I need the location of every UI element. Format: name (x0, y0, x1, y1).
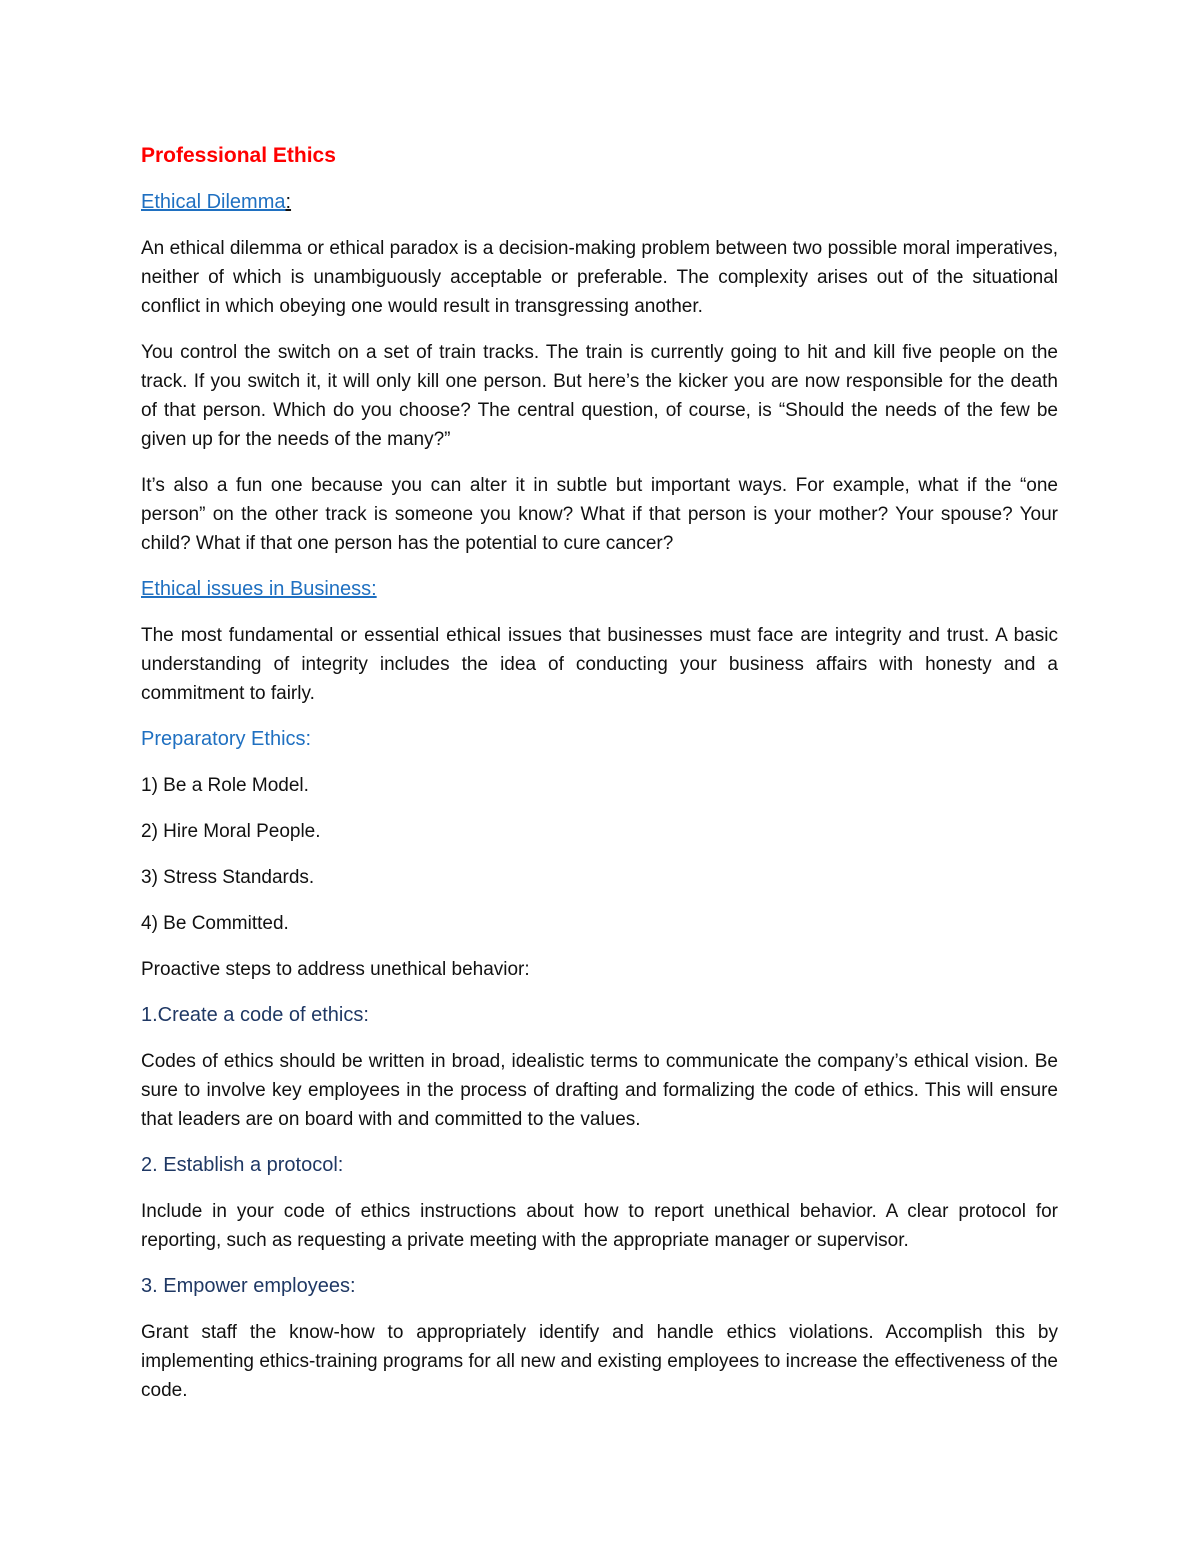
paragraph-empower-body: Grant staff the know-how to appropriately identify and handle ethics violations. Accomplish this by implementing ethics-training programs for all new and existing employees to increase the effectiveness of the code. (141, 1322, 1058, 1401)
list-item-stress-standards: 3) Stress Standards. (141, 867, 315, 888)
paragraph-trolley-variations: It’s also a fun one because you can alter it in subtle but important ways. For example, what if the “one person” on the other track is someone you know? What if that person is your mother? Your spouse? Your child? What if that one person has the potential to cure cancer? (141, 475, 1058, 554)
heading-ethical-dilemma-colon: : (285, 191, 292, 213)
paragraph-trolley-problem: You control the switch on a set of train tracks. The train is currently going to hit and kill five people on the track. If you switch it, it will only kill one person. But here’s the kicker you are now responsible for the death of that person. Which do you choose? The central question, of course, is “Should the needs of the few be given up for the needs of the many?” (141, 342, 1058, 450)
paragraph-protocol-body: Include in your code of ethics instructions about how to report unethical behavior. A clear protocol for reporting, such as requesting a private meeting with the appropriate manager or supervisor. (141, 1201, 1058, 1251)
heading-ethical-dilemma-text: Ethical Dilemma (141, 191, 286, 213)
heading-ethical-issues-text: Ethical issues in Business: (141, 578, 377, 600)
heading-establish-protocol: 2. Establish a protocol: (141, 1154, 344, 1176)
list-item-role-model: 1) Be a Role Model. (141, 775, 309, 796)
paragraph-code-body: Codes of ethics should be written in broad, idealistic terms to communicate the company’s ethical vision. Be sure to involve key employees in the process of drafting and formalizing the code of ethics. This will ensure that leaders are on board with and committed to the values. (141, 1051, 1058, 1130)
list-item-be-committed: 4) Be Committed. (141, 913, 289, 934)
paragraph-proactive-steps: Proactive steps to address unethical behavior: (141, 959, 530, 980)
heading-ethical-issues (141, 575, 1058, 604)
heading-ethical-dilemma (141, 188, 1058, 217)
heading-preparatory-ethics: Preparatory Ethics: (141, 728, 312, 750)
page-title: Professional Ethics (141, 144, 336, 167)
paragraph-dilemma-definition: An ethical dilemma or ethical paradox is a decision-making problem between two possible moral imperatives, neither of which is unambiguously acceptable or preferable. The complexity arises out of the situational conflict in which obeying one would result in transgressing another. (141, 238, 1058, 317)
list-item-hire-moral: 2) Hire Moral People. (141, 821, 321, 842)
heading-empower-employees: 3. Empower employees: (141, 1275, 356, 1297)
paragraph-issues-body: The most fundamental or essential ethical issues that businesses must face are integrity and trust. A basic understanding of integrity includes the idea of conducting your business affairs with honesty and a commitment to fairly. (141, 625, 1058, 704)
heading-create-code-of-ethics: 1.Create a code of ethics: (141, 1004, 369, 1026)
